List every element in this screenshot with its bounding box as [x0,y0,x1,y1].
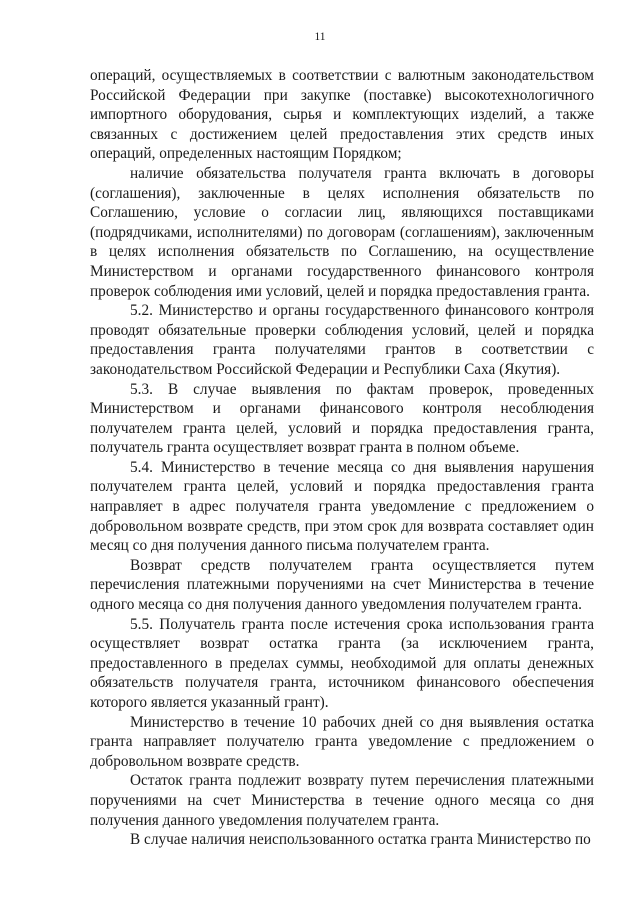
paragraph-unused-remainder: В случае наличия неиспользованного остатка гранта Министерство по [130,831,591,849]
paragraph-continuation: операций, осуществляемых в соответствии с валютным законодательством Российской Федерации при закупке (поставке) высокотехнологичного импортного оборудования, сырья и комплектующих изделий, а также связанных с достижением целей предоставления этих средств иных операций, определенных настоящим Порядком; [90,67,594,163]
paragraph-remainder-return: Остаток гранта подлежит возврату путем перечисления платежными поручениями на счет Министерства в течение одного месяца со дня получения данного уведомления получателем гранта. [90,772,594,829]
paragraph-refund-procedure: Возврат средств получателем гранта осуществляется путем перечисления платежными поручениями на счет Министерства в течение одного месяца со дня получения данного уведомления получателем гранта. [90,556,594,614]
page-number: 11 [314,31,326,43]
paragraph-obligation-clause: наличие обязательства получателя гранта включать в договоры (соглашения), заключенные в целях исполнения обязательств по Соглашению, условие о согласии лиц, являющихся поставщиками (подрядчиками, исполнителями) по договорам (соглашениям), заключенным в целях исполнения обязательств по Соглашению, на осуществление Министерством и органами государственного финансового контроля проверок соблюдения ими условий, целей и порядка предоставления гранта. [90,164,594,300]
paragraph-5-4: 5.4. Министерство в течение месяца со дня выявления нарушения получателем гранта целей, условий и порядка предоставления гранта направляет в адрес получателя гранта уведомление с предложением о добровольном возврате средств, при этом срок для возврата составляет один месяц со дня получения данного письма получателем гранта. [90,458,594,555]
paragraph-5-5: 5.5. Получатель гранта после истечения срока использования гранта осуществляет возврат остатка гранта (за исключением гранта, предоставленного в пределах суммы, необходимой для оплаты денежных обязательств получателя гранта, источником финансового обеспечения которого является указанный грант). [90,615,594,711]
paragraph-ministry-notice: Министерство в течение 10 рабочих дней со дня выявления остатка гранта направляет получателю гранта уведомление с предложением о добровольном возврате средств. [90,713,594,770]
document-body [90,66,594,850]
paragraph-5-3: 5.3. В случае выявления по фактам проверок, проведенных Министерством и органами финансового контроля несоблюдения получателем гранта целей, условий и порядка предоставления гранта, получатель гранта осуществляет возврат гранта в полном объеме. [90,380,594,457]
paragraph-5-2: 5.2. Министерство и органы государственного финансового контроля проводят обязательные проверки соблюдения условий, целей и порядка предоставления гранта получателями грантов в соответствии с законодательством Российской Федерации и Республики Саха (Якутия). [90,302,594,378]
